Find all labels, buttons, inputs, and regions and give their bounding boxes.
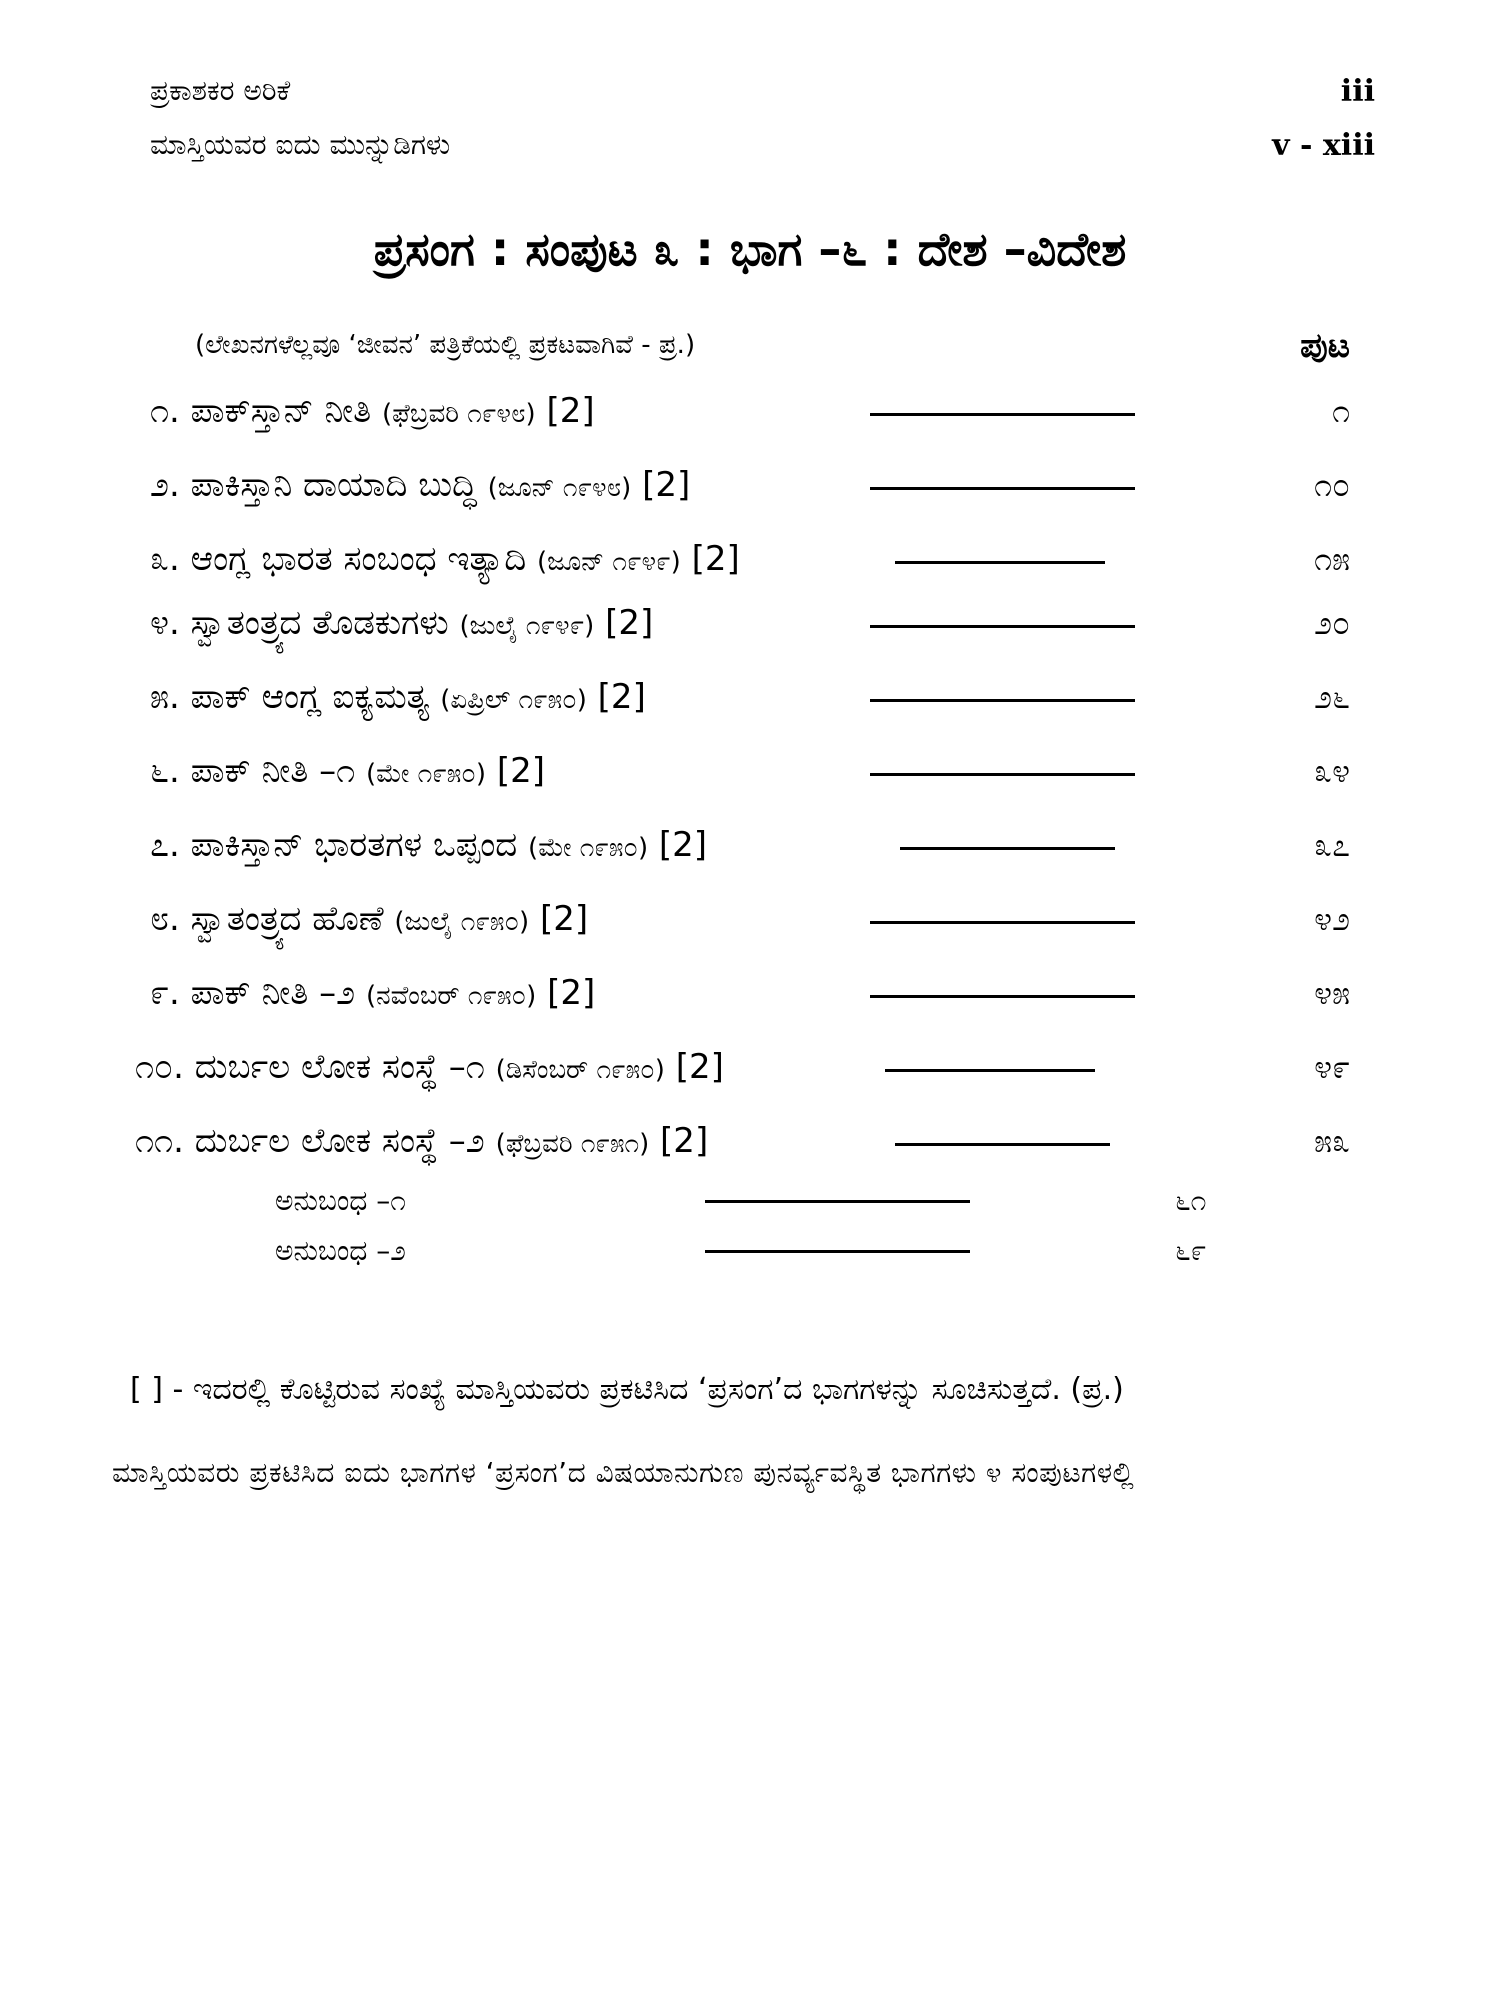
entry-date: (ಫೆಬ್ರವರಿ ೧೯೫೧) [495,1129,650,1159]
entry-number: ೧೦. [135,1047,184,1087]
entry-title: ಪಾಕ್ ನೀತಿ –೨ [190,973,356,1013]
front-matter-page: v - xiii [1272,128,1375,163]
entry-title: ಸ್ವಾತಂತ್ರ್ಯದ ಹೊಣೆ [190,899,384,939]
entry-date: (ಜುಲೈ ೧೯೫೦) [394,907,530,937]
entry-date: (ಜುಲೈ ೧೯೪೯) [459,611,595,641]
entry-page: ೧೦ [1314,466,1350,504]
entry-title: ಆಂಗ್ಲ ಭಾರತ ಸಂಬಂಧ ಇತ್ಯಾದಿ [190,539,527,579]
leader-line [870,625,1135,628]
entry-page: ೨೬ [1314,678,1350,716]
entry-ref: [2] [546,391,595,431]
entry-page: ೧ [1332,392,1350,430]
toc-entry [150,896,588,942]
entry-page: ೨೦ [1314,604,1350,642]
leader-line [870,773,1135,776]
front-matter-label: ಪ್ರಕಾಶಕರ ಅರಿಕೆ [150,74,291,107]
entry-title: ಪಾಕ್‌ಸ್ತಾನ್ ನೀತಿ [190,391,372,431]
leader-line [885,1069,1095,1072]
entry-number: ೩. [150,539,180,579]
entry-title: ದುರ್ಬಲ ಲೋಕ ಸಂಸ್ಥೆ –೧ [194,1047,485,1087]
entry-number: ೮. [150,899,180,939]
leader-line [870,995,1135,998]
volume-title: ಪ್ರಸಂಗ : ಸಂಪುಟ ೩ : ಭಾಗ –೬ : ದೇಶ –ವಿದೇಶ [373,222,1127,276]
leader-line [900,847,1115,850]
entry-ref: [2] [597,677,646,717]
entry-date: (ಏಪ್ರಿಲ್ ೧೯೫೦) [440,685,587,715]
entry-number: ೫. [150,677,180,717]
entry-page: ೪೯ [1314,1048,1350,1086]
annexure-page: ೬೯ [1175,1234,1207,1267]
front-matter-page: iii [1340,74,1375,109]
leader-line [895,561,1105,564]
entry-ref: [2] [539,899,589,939]
entry-date: (ಫೆಬ್ರವರಿ ೧೯೪೮) [382,399,536,429]
footnote: [ ] - ಇದರಲ್ಲಿ ಕೊಟ್ಟಿರುವ ಸಂಖ್ಯೆ ಮಾಸ್ತಿಯವರು ಪ್ರಕಟಿಸಿದ ‘ಪ್ರಸಂಗ’ದ ಭಾಗಗಳನ್ನು ಸೂಚಿಸುತ್ತದೆ. (ಪ್ರ.) [130,1372,1124,1407]
entry-number: ೬. [150,751,180,791]
leader-line [870,413,1135,416]
entry-page: ೪೫ [1314,974,1350,1012]
entry-ref: [2] [658,825,708,865]
leader-line [705,1200,970,1203]
entry-date: (ಮೇ ೧೯೫೦) [365,759,487,789]
entry-ref: [2] [642,465,691,505]
toc-entry [150,822,707,868]
entry-date: (ಜೂನ್ ೧೯೪೯) [537,547,681,577]
entry-page: ೩೭ [1314,826,1350,864]
entry-title: ಸ್ವಾತಂತ್ರ್ಯದ ತೊಡಕುಗಳು [190,603,449,643]
leader-line [895,1143,1110,1146]
entry-ref: [2] [675,1047,724,1087]
annexure-page: ೬೧ [1175,1184,1207,1217]
entry-number: ೭. [150,825,180,865]
entry-ref: [2] [496,751,545,791]
toc-entry [150,600,653,646]
entry-title: ದುರ್ಬಲ ಲೋಕ ಸಂಸ್ಥೆ –೨ [194,1121,485,1161]
annexure-label: ಅನುಬಂಧ –೨ [275,1234,406,1267]
toc-entry [150,388,595,434]
entry-number: ೪. [150,603,180,643]
publication-note: (ಲೇಖನಗಳೆಲ್ಲವೂ ‘ಜೀವನ’ ಪತ್ರಿಕೆಯಲ್ಲಿ ಪ್ರಕಟವಾಗಿವೆ - ಪ್ರ.) [195,330,696,360]
entry-number: ೧. [150,391,180,431]
leader-line [705,1250,970,1253]
entry-page: ೩೪ [1314,752,1350,790]
entry-date: (ಡಿಸೆಂಬರ್ ೧೯೫೦) [495,1055,665,1085]
toc-entry [150,674,646,720]
entry-title: ಪಾಕ್ ನೀತಿ –೧ [190,751,356,791]
entry-page: ೫೩ [1314,1122,1350,1160]
entry-ref: [2] [605,603,654,643]
toc-entry [135,1044,724,1090]
page-column-header: ಪುಟ [1300,326,1350,366]
annexure-label: ಅನುಬಂಧ –೧ [275,1184,406,1217]
footer-text: ಮಾಸ್ತಿಯವರು ಪ್ರಕಟಿಸಿದ ಐದು ಭಾಗಗಳ ‘ಪ್ರಸಂಗ’ದ ವಿಷಯಾನುಗುಣ ಪುನರ್ವ್ಯವಸ್ಥಿತ ಭಾಗಗಳು ೪ ಸಂಪುಟಗಳಲ್ಲಿ [112,1456,1135,1489]
entry-ref: [2] [691,539,740,579]
entry-title: ಪಾಕಿಸ್ತಾನ್ ಭಾರತಗಳ ಒಪ್ಪಂದ [190,825,518,865]
leader-line [870,921,1135,924]
toc-entry [150,536,740,582]
leader-line [870,699,1135,702]
entry-title: ಪಾಕ್ ಆಂಗ್ಲ ಐಕ್ಯಮತ್ಯ [190,677,430,717]
entry-date: (ನವೆಂಬರ್ ೧೯೫೦) [365,981,537,1011]
entry-number: ೧೧. [135,1121,184,1161]
entry-number: ೨. [150,465,180,505]
entry-number: ೯. [150,973,180,1013]
entry-page: ೪೨ [1314,900,1350,938]
toc-entry [150,748,545,794]
toc-entry [135,1118,708,1164]
entry-page: ೧೫ [1314,540,1350,578]
entry-date: (ಜೂನ್ ೧೯೪೮) [487,473,632,503]
entry-ref: [2] [547,973,596,1013]
entry-title: ಪಾಕಿಸ್ತಾನಿ ದಾಯಾದಿ ಬುದ್ಧಿ [190,465,477,505]
toc-entry [150,970,595,1016]
toc-entry [150,462,690,508]
entry-ref: [2] [660,1121,709,1161]
entry-date: (ಮೇ ೧೯೫೦) [528,833,649,863]
leader-line [870,487,1135,490]
front-matter-label: ಮಾಸ್ತಿಯವರ ಐದು ಮುನ್ನುಡಿಗಳು [150,128,451,161]
